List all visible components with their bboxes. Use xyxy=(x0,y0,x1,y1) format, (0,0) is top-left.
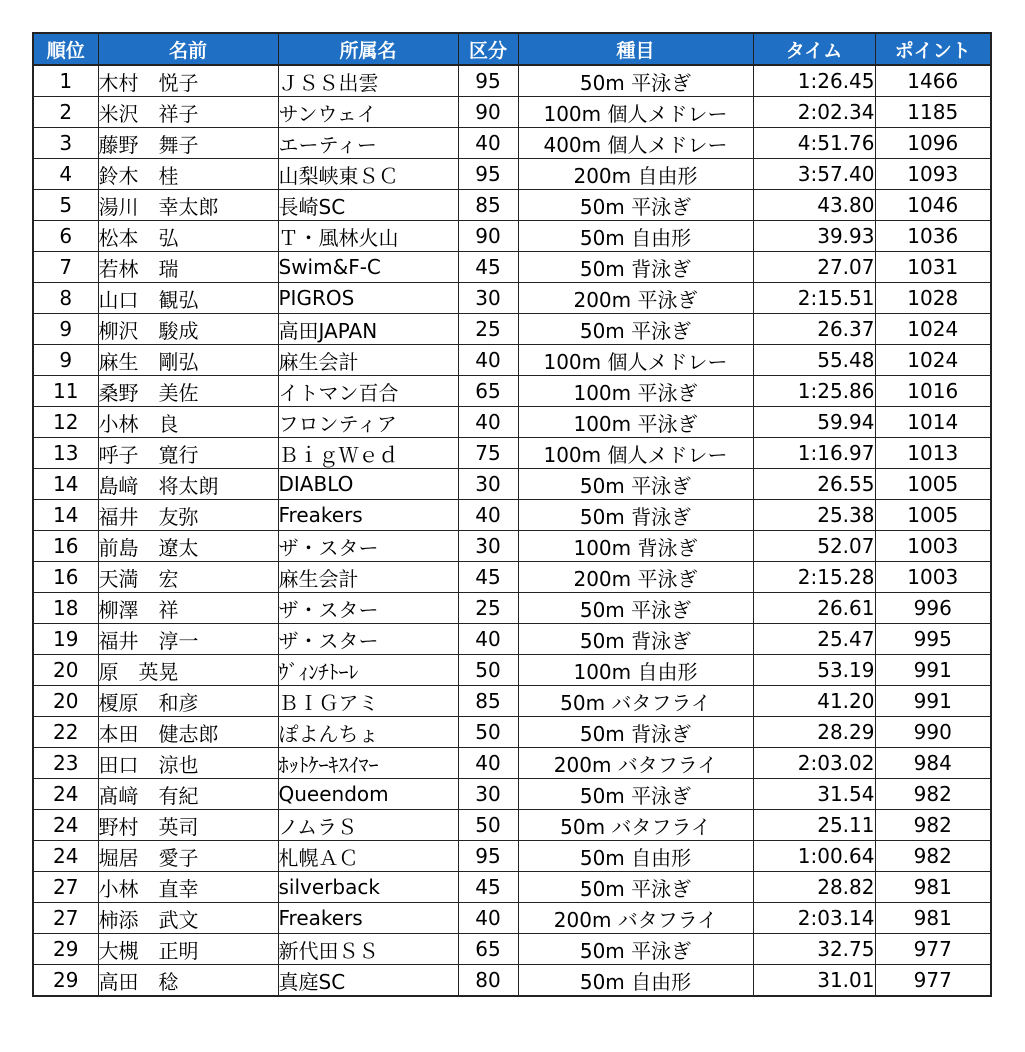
event-cell: 50m 平泳ぎ xyxy=(518,314,753,345)
event-cell: 100m 自由形 xyxy=(518,655,753,686)
event-cell: 50m バタフライ xyxy=(518,810,753,841)
table-row xyxy=(33,376,991,407)
class-cell: 85 xyxy=(458,686,518,717)
event-cell: 50m 自由形 xyxy=(518,841,753,872)
time-cell: 26.55 xyxy=(753,469,875,500)
time-cell: 27.07 xyxy=(753,252,875,283)
points-cell: 990 xyxy=(875,717,991,748)
points-cell: 991 xyxy=(875,686,991,717)
club-cell: Freakers xyxy=(278,500,458,531)
name-cell: 桑野 美佐 xyxy=(98,376,278,407)
club-cell: 真庭SC xyxy=(278,965,458,997)
name-cell: 本田 健志郎 xyxy=(98,717,278,748)
points-cell: 1093 xyxy=(875,159,991,190)
table-row xyxy=(33,686,991,717)
club-cell: ぽよんちょ xyxy=(278,717,458,748)
time-cell: 2:15.28 xyxy=(753,562,875,593)
points-cell: 1005 xyxy=(875,469,991,500)
table-row xyxy=(33,903,991,934)
club-cell: エーティー xyxy=(278,128,458,159)
name-cell: 米沢 祥子 xyxy=(98,97,278,128)
name-cell: 原 英晃 xyxy=(98,655,278,686)
club-cell: 新代田ＳＳ xyxy=(278,934,458,965)
points-cell: 1036 xyxy=(875,221,991,252)
table-row xyxy=(33,655,991,686)
rank-cell: 14 xyxy=(33,500,98,531)
points-cell: 981 xyxy=(875,903,991,934)
table-row xyxy=(33,407,991,438)
rank-cell: 2 xyxy=(33,97,98,128)
table-row xyxy=(33,624,991,655)
club-cell: ＢｉｇＷｅｄ xyxy=(278,438,458,469)
rank-cell: 23 xyxy=(33,748,98,779)
time-cell: 3:57.40 xyxy=(753,159,875,190)
table-row xyxy=(33,593,991,624)
class-cell: 80 xyxy=(458,965,518,997)
club-cell: 高田JAPAN xyxy=(278,314,458,345)
event-cell: 100m 個人メドレー xyxy=(518,438,753,469)
name-cell: 小林 良 xyxy=(98,407,278,438)
club-cell: Queendom xyxy=(278,779,458,810)
table-row xyxy=(33,190,991,221)
rank-cell: 29 xyxy=(33,965,98,997)
event-cell: 100m 平泳ぎ xyxy=(518,376,753,407)
points-cell: 1046 xyxy=(875,190,991,221)
rank-cell: 1 xyxy=(33,65,98,97)
class-cell: 30 xyxy=(458,779,518,810)
points-cell: 1003 xyxy=(875,531,991,562)
name-cell: 天満 宏 xyxy=(98,562,278,593)
time-cell: 31.54 xyxy=(753,779,875,810)
event-cell: 200m 平泳ぎ xyxy=(518,283,753,314)
club-cell: ザ・スター xyxy=(278,531,458,562)
time-cell: 4:51.76 xyxy=(753,128,875,159)
name-cell: 藤野 舞子 xyxy=(98,128,278,159)
time-cell: 1:26.45 xyxy=(753,65,875,97)
club-cell: 麻生会計 xyxy=(278,562,458,593)
points-cell: 996 xyxy=(875,593,991,624)
rank-cell: 19 xyxy=(33,624,98,655)
name-cell: 榎原 和彦 xyxy=(98,686,278,717)
points-cell: 1013 xyxy=(875,438,991,469)
time-cell: 28.82 xyxy=(753,872,875,903)
name-cell: 福井 友弥 xyxy=(98,500,278,531)
points-cell: 982 xyxy=(875,779,991,810)
points-cell: 1024 xyxy=(875,345,991,376)
time-cell: 59.94 xyxy=(753,407,875,438)
points-cell: 982 xyxy=(875,810,991,841)
class-cell: 95 xyxy=(458,159,518,190)
class-cell: 40 xyxy=(458,128,518,159)
ranking-table xyxy=(32,32,992,997)
name-cell: 大槻 正明 xyxy=(98,934,278,965)
points-cell: 995 xyxy=(875,624,991,655)
table-row xyxy=(33,438,991,469)
name-cell: 鈴木 桂 xyxy=(98,159,278,190)
table-row xyxy=(33,500,991,531)
table-row xyxy=(33,717,991,748)
rank-cell: 9 xyxy=(33,314,98,345)
time-cell: 1:25.86 xyxy=(753,376,875,407)
club-cell: Freakers xyxy=(278,903,458,934)
points-cell: 1466 xyxy=(875,65,991,97)
name-cell: 島﨑 将太朗 xyxy=(98,469,278,500)
points-cell: 1096 xyxy=(875,128,991,159)
class-cell: 45 xyxy=(458,872,518,903)
class-cell: 50 xyxy=(458,810,518,841)
points-cell: 1005 xyxy=(875,500,991,531)
event-cell: 200m バタフライ xyxy=(518,903,753,934)
table-row xyxy=(33,221,991,252)
event-cell: 200m バタフライ xyxy=(518,748,753,779)
header-points: ポイント xyxy=(875,33,991,65)
event-cell: 50m 平泳ぎ xyxy=(518,65,753,97)
event-cell: 200m 自由形 xyxy=(518,159,753,190)
club-cell: イトマン百合 xyxy=(278,376,458,407)
name-cell: 呼子 寛行 xyxy=(98,438,278,469)
rank-cell: 24 xyxy=(33,779,98,810)
rank-cell: 8 xyxy=(33,283,98,314)
time-cell: 2:02.34 xyxy=(753,97,875,128)
name-cell: 高田 稔 xyxy=(98,965,278,997)
class-cell: 25 xyxy=(458,314,518,345)
name-cell: 福井 淳一 xyxy=(98,624,278,655)
class-cell: 45 xyxy=(458,562,518,593)
header-class: 区分 xyxy=(458,33,518,65)
table-row xyxy=(33,779,991,810)
club-cell: ＢＩＧアミ xyxy=(278,686,458,717)
header-time: タイム xyxy=(753,33,875,65)
name-cell: 木村 悦子 xyxy=(98,65,278,97)
time-cell: 43.80 xyxy=(753,190,875,221)
club-cell: 札幌ＡＣ xyxy=(278,841,458,872)
club-cell: Swim&F-C xyxy=(278,252,458,283)
header-rank: 順位 xyxy=(33,33,98,65)
name-cell: 柳沢 駿成 xyxy=(98,314,278,345)
club-cell: Ｔ・風林火山 xyxy=(278,221,458,252)
event-cell: 50m 平泳ぎ xyxy=(518,469,753,500)
time-cell: 41.20 xyxy=(753,686,875,717)
table-row xyxy=(33,965,991,997)
class-cell: 25 xyxy=(458,593,518,624)
event-cell: 400m 個人メドレー xyxy=(518,128,753,159)
class-cell: 95 xyxy=(458,65,518,97)
club-cell: 長崎SC xyxy=(278,190,458,221)
name-cell: 田口 涼也 xyxy=(98,748,278,779)
class-cell: 90 xyxy=(458,97,518,128)
class-cell: 40 xyxy=(458,748,518,779)
rank-cell: 20 xyxy=(33,655,98,686)
class-cell: 30 xyxy=(458,283,518,314)
event-cell: 50m 平泳ぎ xyxy=(518,934,753,965)
time-cell: 26.61 xyxy=(753,593,875,624)
table-row xyxy=(33,252,991,283)
table-row xyxy=(33,841,991,872)
rank-cell: 12 xyxy=(33,407,98,438)
class-cell: 40 xyxy=(458,500,518,531)
event-cell: 100m 背泳ぎ xyxy=(518,531,753,562)
rank-cell: 27 xyxy=(33,872,98,903)
name-cell: 柿添 武文 xyxy=(98,903,278,934)
points-cell: 982 xyxy=(875,841,991,872)
rank-cell: 9 xyxy=(33,345,98,376)
name-cell: 松本 弘 xyxy=(98,221,278,252)
club-cell: ＪＳＳ出雲 xyxy=(278,65,458,97)
time-cell: 25.47 xyxy=(753,624,875,655)
class-cell: 65 xyxy=(458,376,518,407)
class-cell: 40 xyxy=(458,903,518,934)
time-cell: 55.48 xyxy=(753,345,875,376)
rank-cell: 27 xyxy=(33,903,98,934)
event-cell: 50m 自由形 xyxy=(518,221,753,252)
event-cell: 50m 平泳ぎ xyxy=(518,593,753,624)
event-cell: 50m 背泳ぎ xyxy=(518,252,753,283)
event-cell: 50m 平泳ぎ xyxy=(518,190,753,221)
class-cell: 65 xyxy=(458,934,518,965)
table-row xyxy=(33,97,991,128)
club-cell: PIGROS xyxy=(278,283,458,314)
time-cell: 26.37 xyxy=(753,314,875,345)
rank-cell: 24 xyxy=(33,841,98,872)
points-cell: 1014 xyxy=(875,407,991,438)
name-cell: 若林 瑞 xyxy=(98,252,278,283)
table-row xyxy=(33,314,991,345)
rank-cell: 7 xyxy=(33,252,98,283)
name-cell: 山口 観弘 xyxy=(98,283,278,314)
time-cell: 53.19 xyxy=(753,655,875,686)
class-cell: 50 xyxy=(458,655,518,686)
name-cell: 髙﨑 有紀 xyxy=(98,779,278,810)
class-cell: 95 xyxy=(458,841,518,872)
header-name: 名前 xyxy=(98,33,278,65)
rank-cell: 20 xyxy=(33,686,98,717)
points-cell: 1185 xyxy=(875,97,991,128)
table-row xyxy=(33,872,991,903)
club-cell: 山梨峡東ＳＣ xyxy=(278,159,458,190)
club-cell: サンウェイ xyxy=(278,97,458,128)
table-row xyxy=(33,748,991,779)
club-cell: silverback xyxy=(278,872,458,903)
points-cell: 977 xyxy=(875,934,991,965)
event-cell: 100m 平泳ぎ xyxy=(518,407,753,438)
club-cell: ノムラＳ xyxy=(278,810,458,841)
event-cell: 200m 平泳ぎ xyxy=(518,562,753,593)
club-cell: ザ・スター xyxy=(278,593,458,624)
points-cell: 984 xyxy=(875,748,991,779)
header-event: 種目 xyxy=(518,33,753,65)
event-cell: 50m 平泳ぎ xyxy=(518,779,753,810)
event-cell: 100m 個人メドレー xyxy=(518,345,753,376)
event-cell: 50m 背泳ぎ xyxy=(518,624,753,655)
class-cell: 45 xyxy=(458,252,518,283)
rank-cell: 11 xyxy=(33,376,98,407)
rank-cell: 13 xyxy=(33,438,98,469)
points-cell: 1003 xyxy=(875,562,991,593)
time-cell: 28.29 xyxy=(753,717,875,748)
club-cell: DIABLO xyxy=(278,469,458,500)
class-cell: 90 xyxy=(458,221,518,252)
header-row xyxy=(33,33,991,65)
name-cell: 野村 英司 xyxy=(98,810,278,841)
rank-cell: 4 xyxy=(33,159,98,190)
points-cell: 981 xyxy=(875,872,991,903)
rank-cell: 16 xyxy=(33,531,98,562)
points-cell: 1016 xyxy=(875,376,991,407)
points-cell: 1024 xyxy=(875,314,991,345)
rank-cell: 16 xyxy=(33,562,98,593)
table-row xyxy=(33,469,991,500)
club-cell: フロンティア xyxy=(278,407,458,438)
rank-cell: 29 xyxy=(33,934,98,965)
table-row xyxy=(33,283,991,314)
time-cell: 52.07 xyxy=(753,531,875,562)
table-row xyxy=(33,562,991,593)
class-cell: 30 xyxy=(458,531,518,562)
time-cell: 2:03.14 xyxy=(753,903,875,934)
time-cell: 25.11 xyxy=(753,810,875,841)
event-cell: 50m 平泳ぎ xyxy=(518,872,753,903)
time-cell: 32.75 xyxy=(753,934,875,965)
club-cell: ﾎｯﾄｹｰｷｽｲﾏｰ xyxy=(278,748,458,779)
event-cell: 50m 自由形 xyxy=(518,965,753,997)
club-cell: ｳﾞｨﾝﾁﾄｰﾚ xyxy=(278,655,458,686)
rank-cell: 6 xyxy=(33,221,98,252)
event-cell: 50m バタフライ xyxy=(518,686,753,717)
table-row xyxy=(33,934,991,965)
table-row xyxy=(33,531,991,562)
club-cell: ザ・スター xyxy=(278,624,458,655)
class-cell: 30 xyxy=(458,469,518,500)
time-cell: 1:16.97 xyxy=(753,438,875,469)
time-cell: 39.93 xyxy=(753,221,875,252)
name-cell: 小林 直幸 xyxy=(98,872,278,903)
time-cell: 1:00.64 xyxy=(753,841,875,872)
name-cell: 湯川 幸太郎 xyxy=(98,190,278,221)
class-cell: 85 xyxy=(458,190,518,221)
header-club: 所属名 xyxy=(278,33,458,65)
points-cell: 991 xyxy=(875,655,991,686)
rank-cell: 24 xyxy=(33,810,98,841)
event-cell: 50m 背泳ぎ xyxy=(518,500,753,531)
time-cell: 31.01 xyxy=(753,965,875,997)
rank-cell: 14 xyxy=(33,469,98,500)
table-body xyxy=(33,65,991,996)
time-cell: 2:15.51 xyxy=(753,283,875,314)
rank-cell: 18 xyxy=(33,593,98,624)
class-cell: 40 xyxy=(458,624,518,655)
table-row xyxy=(33,128,991,159)
table-row xyxy=(33,810,991,841)
points-cell: 1028 xyxy=(875,283,991,314)
event-cell: 100m 個人メドレー xyxy=(518,97,753,128)
name-cell: 柳澤 祥 xyxy=(98,593,278,624)
class-cell: 40 xyxy=(458,345,518,376)
name-cell: 堀居 愛子 xyxy=(98,841,278,872)
time-cell: 2:03.02 xyxy=(753,748,875,779)
points-cell: 1031 xyxy=(875,252,991,283)
event-cell: 50m 背泳ぎ xyxy=(518,717,753,748)
table-row xyxy=(33,159,991,190)
class-cell: 40 xyxy=(458,407,518,438)
class-cell: 50 xyxy=(458,717,518,748)
class-cell: 75 xyxy=(458,438,518,469)
table-row xyxy=(33,345,991,376)
table-row xyxy=(33,65,991,97)
club-cell: 麻生会計 xyxy=(278,345,458,376)
points-cell: 977 xyxy=(875,965,991,997)
rank-cell: 22 xyxy=(33,717,98,748)
rank-cell: 3 xyxy=(33,128,98,159)
rank-cell: 5 xyxy=(33,190,98,221)
name-cell: 前島 遼太 xyxy=(98,531,278,562)
name-cell: 麻生 剛弘 xyxy=(98,345,278,376)
time-cell: 25.38 xyxy=(753,500,875,531)
